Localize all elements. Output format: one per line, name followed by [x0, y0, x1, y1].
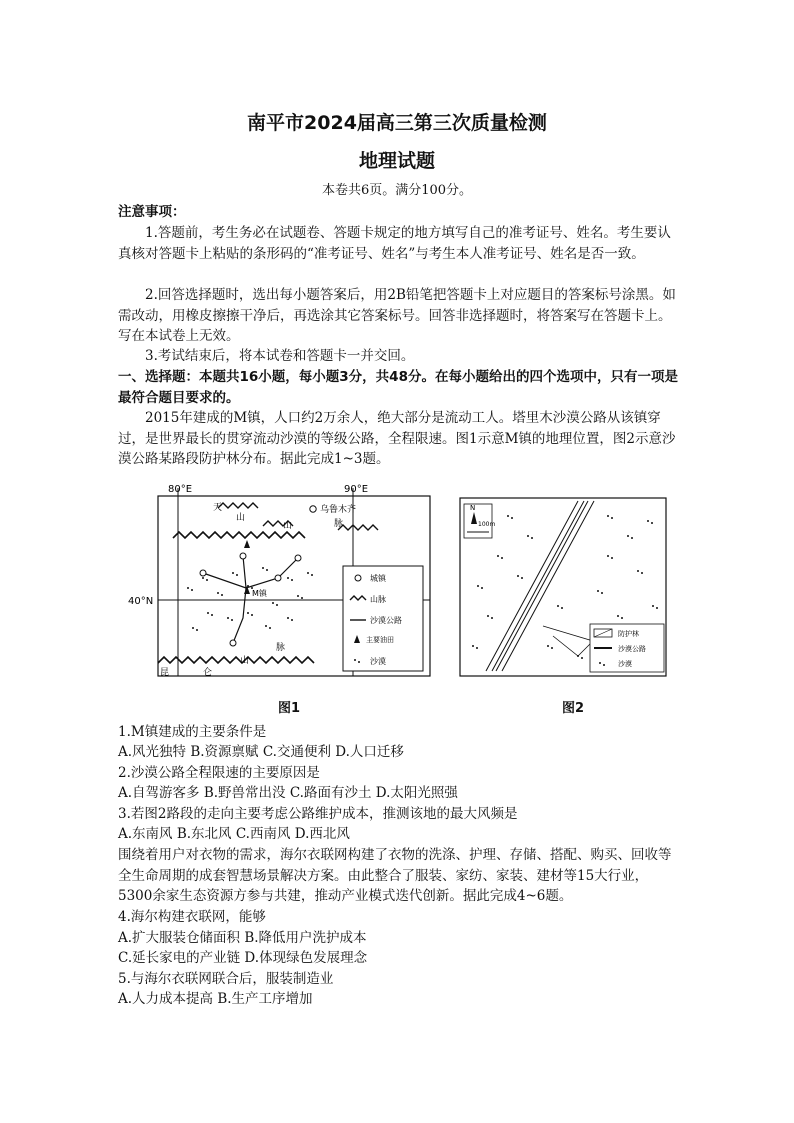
- urumqi-label: 乌鲁木齐: [320, 505, 357, 515]
- legend-mountain: 山脉: [370, 595, 386, 604]
- desert-pattern: [187, 567, 313, 631]
- section-heading: 一、选择题：本题共16小题，每小题3分，共48分。在每小题给出的四个选项中，只有一项是最符合题目要求的。: [118, 369, 678, 406]
- subject-title: 地理试题: [358, 150, 435, 172]
- legend-desert-2: 沙漠: [618, 660, 632, 668]
- shelterbelt-road-band: [486, 501, 594, 671]
- lon-80-label: 80°E: [168, 484, 193, 495]
- exam-info: 本卷共6页。满分100分。: [321, 183, 473, 198]
- question-2-options: A.自驾游客多 B.野兽常出没 C.路面有沙土 D.太阳光照强: [118, 785, 458, 801]
- legend-desert-road: 沙漠公路: [618, 645, 646, 653]
- oilfield-icon: [244, 540, 250, 548]
- mountain-bottom-char-1: 昆: [160, 668, 170, 678]
- question-4-options-2: C.延长家电的产业链 D.体现绿色发展理念: [118, 950, 368, 966]
- notice-item-1: 1.答题前，考生务必在试题卷、答题卡规定的地方填写自己的准考证号、姓名。考生要认真核对答题卡上粘贴的条形码的“准考证号、姓名”与考生本人准考证号、姓名是否一致。: [118, 225, 671, 262]
- mountain-bottom-char-2: 仑: [203, 668, 213, 678]
- scale-label: 100m: [478, 521, 496, 528]
- legend-desert: 沙漠: [370, 657, 386, 666]
- figure-1-map: [128, 478, 438, 683]
- exam-title: 南平市2024届高三第三次质量检测: [247, 112, 547, 134]
- legend-town: 城镇: [370, 574, 386, 583]
- figure-2-map: [458, 496, 670, 681]
- mountain-top-char-2: 山: [236, 513, 246, 523]
- north-label: N: [470, 504, 476, 512]
- town-icon-4: [230, 640, 236, 646]
- question-3-options: A.东南风 B.东北风 C.西南风 D.西北风: [118, 826, 350, 842]
- notice-heading: 注意事项：: [118, 204, 186, 220]
- notice-item-2: 2.回答选择题时，选出每小题答案后，用2B铅笔把答题卡上对应题目的答案标号涂黑。如需改动，用橡皮擦擦干净后，再选涂其它答案标号。回答非选择题时，将答案写在答题卡上。写在本试卷上无效。: [118, 287, 676, 344]
- lon-90-label: 90°E: [344, 484, 369, 495]
- mountain-bottom-char-3: 山: [240, 656, 250, 666]
- town-icon-1: [200, 570, 206, 576]
- town-icon-5: [275, 575, 281, 581]
- question-1-stem: 1.M镇建成的主要条件是: [118, 724, 267, 740]
- mountain-top-char-1: 天: [213, 503, 223, 513]
- legend-oilfield: 主要油田: [366, 636, 394, 644]
- question-5-options-1: A.人力成本提高 B.生产工序增加: [118, 991, 313, 1007]
- question-5-stem: 5.与海尔衣联网联合后，服装制造业: [118, 971, 334, 987]
- legend-shelterbelt: 防护林: [618, 630, 639, 638]
- town-icon-2: [240, 553, 246, 559]
- question-2-stem: 2.沙漠公路全程限速的主要原因是: [118, 765, 320, 781]
- legend-road: 沙漠公路: [370, 616, 402, 625]
- m-town-label: M镇: [252, 589, 267, 598]
- question-3-stem: 3.若图2路段的走向主要考虑公路维护成本，推测该地的最大风频是: [118, 806, 518, 822]
- figure-2-caption: 图2: [562, 701, 585, 716]
- passage-2: 围绕着用户对衣物的需求，海尔衣联网构建了衣物的洗涤、护理、存储、搭配、购买、回收等全生命周期的成套智慧场景解决方案。由此整合了服装、家纺、家装、建材等15大行业，5300余家生态资源方参与共建，推动产业模式迭代创新。据此完成4~6题。: [118, 847, 672, 904]
- town-icon-3: [295, 555, 301, 561]
- passage-1: 2015年建成的M镇，人口约2万余人，绝大部分是流动工人。塔里木沙漠公路从该镇穿过，是世界最长的贯穿流动沙漠的等级公路，全程限速。图1示意M镇的地理位置，图2示意沙漠公路某路段防护林分布。据此完成1~3题。: [118, 410, 676, 467]
- question-4-stem: 4.海尔构建衣联网，能够: [118, 909, 266, 925]
- mountain-top-char-4: 脉: [334, 519, 344, 529]
- question-1-options: A.风光独特 B.资源禀赋 C.交通便利 D.人口迁移: [118, 744, 404, 760]
- figure-1-caption: 图1: [278, 701, 301, 716]
- lat-40-label: 40°N: [128, 596, 154, 607]
- mountain-top-char-3: 山: [283, 521, 293, 531]
- mountain-bottom-char-4: 脉: [276, 643, 286, 653]
- urumqi-city-icon: [310, 506, 316, 512]
- question-4-options-1: A.扩大服装仓储面积 B.降低用户洗护成本: [118, 930, 367, 946]
- notice-item-3: 3.考试结束后，将本试卷和答题卡一并交回。: [145, 348, 415, 364]
